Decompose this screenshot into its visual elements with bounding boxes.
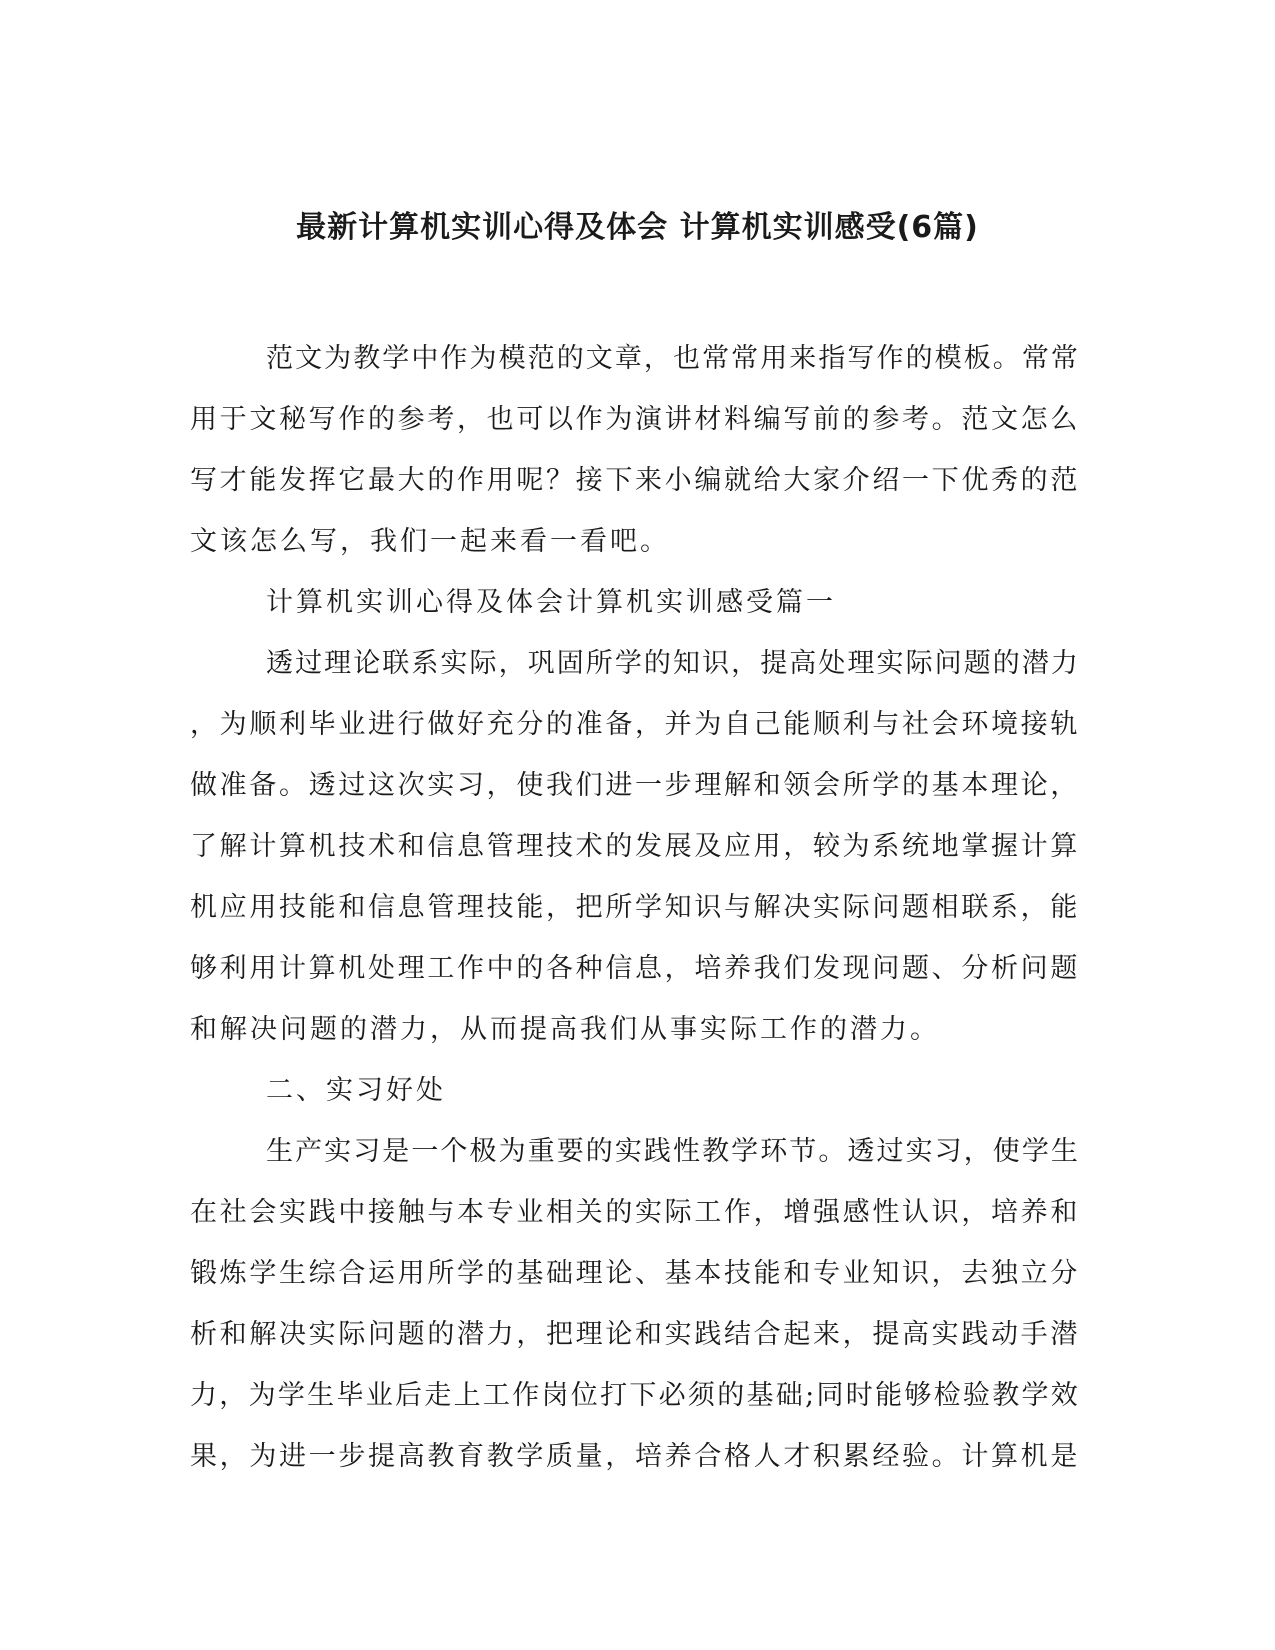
text-line: 文该怎么写，我们一起来看一看吧。 bbox=[190, 526, 670, 557]
text-line: 范文为教学中作为模范的文章，也常常用来指写作的模板。常常 bbox=[266, 343, 1080, 374]
text-line: ，为顺利毕业进行做好充分的准备，并为自己能顺利与社会环境接轨 bbox=[190, 709, 1080, 740]
text-line: 用于文秘写作的参考，也可以作为演讲材料编写前的参考。范文怎么 bbox=[190, 404, 1080, 435]
text-line: 生产实习是一个极为重要的实践性教学环节。透过实习，使学生 bbox=[266, 1136, 1080, 1167]
text-line: 力，为学生毕业后走上工作岗位打下必须的基础;同时能够检验教学效 bbox=[190, 1380, 1081, 1411]
document-body bbox=[190, 328, 1080, 1487]
text-line: 锻炼学生综合运用所学的基础理论、基本技能和专业知识，去独立分 bbox=[190, 1258, 1080, 1289]
text-line: 果，为进一步提高教育教学质量，培养合格人才积累经验。计算机是 bbox=[190, 1441, 1080, 1472]
text-line: 写才能发挥它最大的作用呢？接下来小编就给大家介绍一下优秀的范 bbox=[190, 465, 1080, 496]
text-line: 在社会实践中接触与本专业相关的实际工作，增强感性认识，培养和 bbox=[190, 1197, 1080, 1228]
text-line: 计算机实训心得及体会计算机实训感受篇一 bbox=[266, 587, 836, 618]
text-line: 和解决问题的潜力，从而提高我们从事实际工作的潜力。 bbox=[190, 1014, 940, 1045]
text-line: 析和解决实际问题的潜力，把理论和实践结合起来，提高实践动手潜 bbox=[190, 1319, 1080, 1350]
text-line: 做准备。透过这次实习，使我们进一步理解和领会所学的基本理论， bbox=[190, 770, 1080, 801]
text-line: 透过理论联系实际，巩固所学的知识，提高处理实际问题的潜力 bbox=[266, 648, 1080, 679]
text-line: 了解计算机技术和信息管理技术的发展及应用，较为系统地掌握计算 bbox=[190, 831, 1080, 862]
text-line: 二、实习好处 bbox=[266, 1075, 446, 1106]
text-line: 机应用技能和信息管理技能，把所学知识与解决实际问题相联系，能 bbox=[190, 892, 1080, 923]
document-title: 最新计算机实训心得及体会 计算机实训感受(6篇) bbox=[296, 210, 979, 245]
text-line: 够利用计算机处理工作中的各种信息，培养我们发现问题、分析问题 bbox=[190, 953, 1080, 984]
